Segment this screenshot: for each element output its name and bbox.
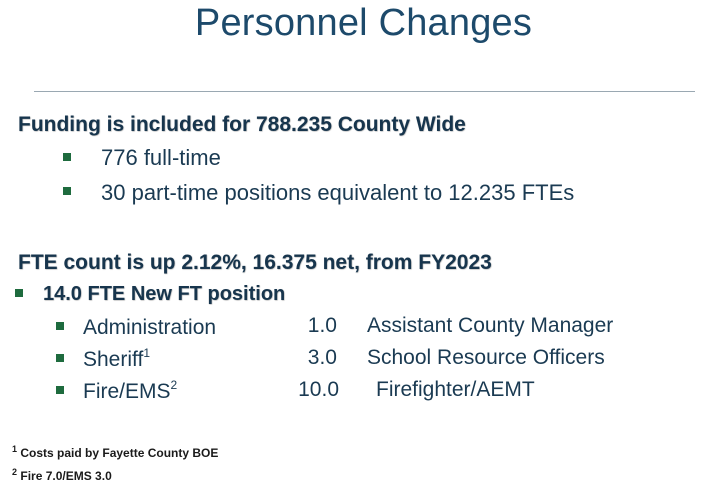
bullet-icon — [56, 386, 64, 394]
new-positions-subheading: 14.0 FTE New FT position — [43, 283, 286, 305]
bullet-icon — [15, 289, 23, 297]
fte-administration: 1.0 — [307, 314, 337, 337]
title-divider — [34, 91, 695, 92]
role-sheriff: School Resource Officers — [367, 346, 605, 369]
footnote-2: $^2$ Fire 7.0/EMS 3.0 — [12, 467, 112, 483]
role-fire-ems: Firefighter/AEMT — [376, 378, 535, 401]
part-time-item: 30 part-time positions equivalent to 12.235 FTEs — [101, 180, 575, 205]
bullet-icon — [63, 187, 71, 195]
bullet-icon — [63, 153, 71, 161]
full-time-item: 776 full-time — [101, 145, 221, 170]
bullet-icon — [56, 354, 64, 362]
fte-sheriff: 3.0 — [307, 346, 337, 369]
footnote-mark: 1 — [143, 346, 151, 360]
dept-fire-ems: Fire/EMS$^2$ — [83, 378, 178, 403]
footnote-1: $^1$ Costs paid by Fayette County BOE — [12, 444, 219, 460]
dept-administration: Administration — [83, 316, 217, 339]
fte-fire-ems: 10.0 — [298, 378, 339, 401]
fte-count-heading: FTE count is up 2.12%, 16.375 net, from FY2023 — [18, 251, 492, 274]
page-title: Personnel Changes — [194, 2, 533, 44]
role-administration: Assistant County Manager — [367, 314, 614, 337]
funding-heading: Funding is included for 788.235 County Wide — [18, 113, 466, 136]
dept-sheriff: Sheriff$^1$ — [83, 346, 151, 371]
footnote-mark: 2 — [170, 378, 178, 392]
bullet-icon — [56, 322, 64, 330]
